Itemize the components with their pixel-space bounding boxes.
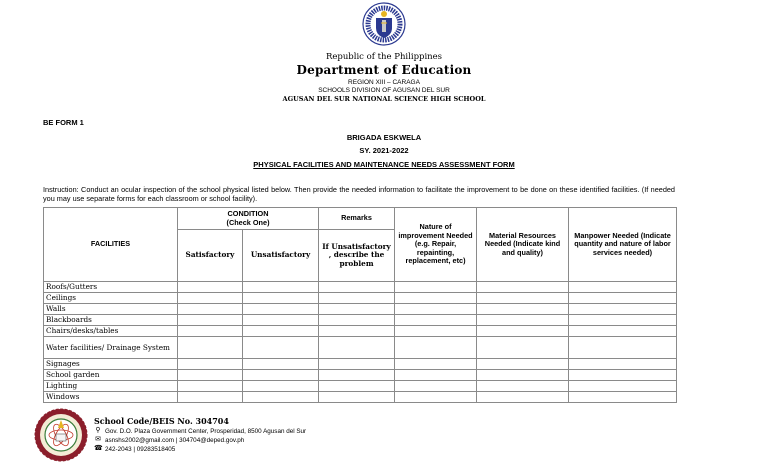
- material-cell[interactable]: [477, 293, 569, 304]
- remarks-cell[interactable]: [319, 282, 395, 293]
- satisfactory-cell[interactable]: [178, 326, 243, 337]
- phone-text: 242-2043 | 09283518405: [105, 445, 176, 453]
- facility-cell: Lighting: [44, 381, 178, 392]
- header-nature: Nature of improvement Needed (e.g. Repair, repainting, replacement, etc): [395, 208, 477, 282]
- satisfactory-cell[interactable]: [178, 370, 243, 381]
- header-remarks-note: If Unsatisfactory , describe the problem: [319, 230, 395, 282]
- header-condition: [178, 208, 319, 230]
- facility-cell: Water facilities/ Drainage System: [44, 337, 178, 359]
- header-remarks: Remarks: [319, 208, 395, 230]
- satisfactory-cell[interactable]: [178, 392, 243, 403]
- unsatisfactory-cell[interactable]: [243, 315, 319, 326]
- satisfactory-cell[interactable]: [178, 359, 243, 370]
- unsatisfactory-cell[interactable]: [243, 326, 319, 337]
- department-heading: Department of Education: [296, 63, 472, 77]
- region-heading: REGION XIII – CARAGA: [348, 79, 420, 86]
- facility-cell: Signages: [44, 359, 178, 370]
- unsatisfactory-cell[interactable]: [243, 293, 319, 304]
- header-manpower: Manpower Needed (Indicate quantity and nature of labor services needed): [569, 208, 677, 282]
- email-icon: ✉: [95, 436, 101, 443]
- material-cell[interactable]: [477, 315, 569, 326]
- remarks-cell[interactable]: [319, 315, 395, 326]
- remarks-cell[interactable]: [319, 392, 395, 403]
- form-title: PHYSICAL FACILITIES AND MAINTENANCE NEEDS ASSESSMENT FORM: [253, 160, 515, 169]
- material-cell[interactable]: [477, 337, 569, 359]
- school-code: School Code/BEIS No. 304704: [94, 416, 229, 426]
- manpower-cell[interactable]: [569, 381, 677, 392]
- remarks-cell[interactable]: [319, 359, 395, 370]
- unsatisfactory-cell[interactable]: [243, 304, 319, 315]
- manpower-cell[interactable]: [569, 359, 677, 370]
- material-cell[interactable]: [477, 370, 569, 381]
- nature-cell[interactable]: [395, 326, 477, 337]
- phone-line: [94, 445, 175, 453]
- remarks-cell[interactable]: [319, 304, 395, 315]
- remarks-cell[interactable]: [319, 326, 395, 337]
- satisfactory-cell[interactable]: [178, 337, 243, 359]
- unsatisfactory-cell[interactable]: [243, 381, 319, 392]
- table-row: [44, 359, 677, 370]
- satisfactory-cell[interactable]: [178, 304, 243, 315]
- facility-cell: Blackboards: [44, 315, 178, 326]
- nature-cell[interactable]: [395, 381, 477, 392]
- satisfactory-cell[interactable]: [178, 315, 243, 326]
- remarks-cell[interactable]: [319, 370, 395, 381]
- location-pin-icon: ⚲: [95, 427, 101, 434]
- header-condition-note: (Check One): [226, 217, 270, 227]
- unsatisfactory-cell[interactable]: [243, 282, 319, 293]
- facility-cell: Windows: [44, 392, 178, 403]
- manpower-cell[interactable]: [569, 326, 677, 337]
- address-line: [94, 427, 306, 435]
- manpower-cell[interactable]: [569, 370, 677, 381]
- header-material: Material Resources Needed (Indicate kind and quality): [477, 208, 569, 282]
- material-cell[interactable]: [477, 326, 569, 337]
- nature-cell[interactable]: [395, 304, 477, 315]
- manpower-cell[interactable]: [569, 392, 677, 403]
- header-satisfactory: Satisfactory: [178, 230, 243, 282]
- satisfactory-cell[interactable]: [178, 282, 243, 293]
- facility-cell: School garden: [44, 370, 178, 381]
- table-row: [44, 337, 677, 359]
- assessment-table: [43, 207, 677, 403]
- table-row: [44, 392, 677, 403]
- division-heading: SCHOOLS DIVISION OF AGUSAN DEL SUR: [318, 87, 450, 94]
- instruction-text: Instruction: Conduct an ocular inspection of the school physical listed below. Then provide the needed information to facilitate the improvement to be done on these identified facilities. (If needed you may use separate forms for each classroom or school facility).: [43, 185, 675, 203]
- material-cell[interactable]: [477, 359, 569, 370]
- header-unsatisfactory: Unsatisfactory: [243, 230, 319, 282]
- remarks-cell[interactable]: [319, 381, 395, 392]
- nature-cell[interactable]: [395, 315, 477, 326]
- table-row: [44, 293, 677, 304]
- nature-cell[interactable]: [395, 359, 477, 370]
- nature-cell[interactable]: [395, 282, 477, 293]
- school-heading: AGUSAN DEL SUR NATIONAL SCIENCE HIGH SCHOOL: [282, 95, 486, 103]
- manpower-cell[interactable]: [569, 282, 677, 293]
- unsatisfactory-cell[interactable]: [243, 337, 319, 359]
- material-cell[interactable]: [477, 304, 569, 315]
- nature-cell[interactable]: [395, 370, 477, 381]
- manpower-cell[interactable]: [569, 337, 677, 359]
- republic-heading: Republic of the Philippines: [325, 52, 443, 62]
- form-number: BE FORM 1: [43, 118, 84, 127]
- facility-cell: Chairs/desks/tables: [44, 326, 178, 337]
- satisfactory-cell[interactable]: [178, 293, 243, 304]
- manpower-cell[interactable]: [569, 315, 677, 326]
- table-row: [44, 326, 677, 337]
- table-row: [44, 304, 677, 315]
- satisfactory-cell[interactable]: [178, 381, 243, 392]
- school-year: SY. 2021-2022: [359, 146, 409, 155]
- header-condition-label: CONDITION: [227, 209, 269, 218]
- school-seal-icon: [34, 408, 88, 462]
- facility-cell: Roofs/Gutters: [44, 282, 178, 293]
- unsatisfactory-cell[interactable]: [243, 359, 319, 370]
- table-row: [44, 370, 677, 381]
- table-row: [44, 381, 677, 392]
- unsatisfactory-cell[interactable]: [243, 370, 319, 381]
- header-facilities: FACILITIES: [44, 208, 178, 282]
- nature-cell[interactable]: [395, 293, 477, 304]
- facility-cell: Walls: [44, 304, 178, 315]
- remarks-cell[interactable]: [319, 337, 395, 359]
- program-title: BRIGADA ESKWELA: [346, 133, 422, 142]
- material-cell[interactable]: [477, 381, 569, 392]
- remarks-cell[interactable]: [319, 293, 395, 304]
- email-line: [94, 436, 244, 444]
- email-text[interactable]: asnshs2002@gmail.com | 304704@deped.gov.ph: [105, 436, 245, 444]
- deped-seal-icon: [362, 2, 406, 46]
- address-text: Gov. D.O. Plaza Government Center, Prosperidad, 8500 Agusan del Sur: [105, 427, 307, 435]
- nature-cell[interactable]: [395, 337, 477, 359]
- table-row: [44, 315, 677, 326]
- facility-cell: Ceilings: [44, 293, 178, 304]
- phone-icon: ☎: [94, 445, 103, 452]
- unsatisfactory-cell[interactable]: [243, 392, 319, 403]
- manpower-cell[interactable]: [569, 304, 677, 315]
- nature-cell[interactable]: [395, 392, 477, 403]
- table-row: [44, 282, 677, 293]
- material-cell[interactable]: [477, 282, 569, 293]
- manpower-cell[interactable]: [569, 293, 677, 304]
- material-cell[interactable]: [477, 392, 569, 403]
